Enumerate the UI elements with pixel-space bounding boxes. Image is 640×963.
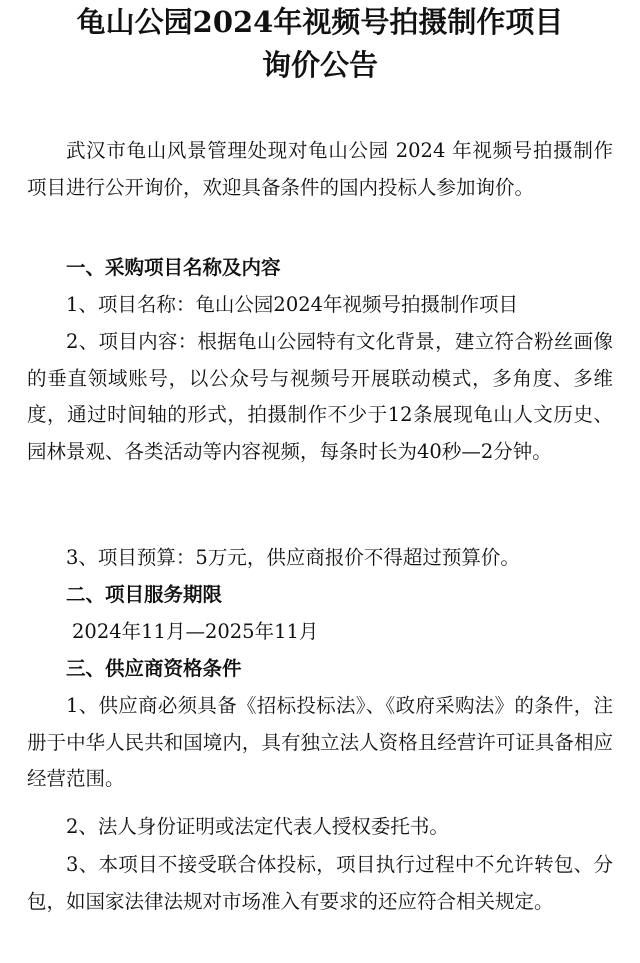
document-title: 龟山公园2024年视频号拍摄制作项目 <box>76 5 564 39</box>
section-3-item-subcontract: 3、本项目不接受联合体投标，项目执行过程中不允许转包、分包，如国家法律法规对市场准入有要求的还应符合相关规定。 <box>27 853 613 913</box>
section-1-item-budget: 3、项目预算：5万元，供应商报价不得超过预算价。 <box>66 546 520 569</box>
section-3-heading: 三、供应商资格条件 <box>66 657 242 680</box>
section-2-heading: 二、项目服务期限 <box>66 583 223 606</box>
section-1-heading: 一、采购项目名称及内容 <box>66 256 281 279</box>
section-1-item-name: 1、项目名称：龟山公园2024年视频号拍摄制作项目 <box>66 293 519 316</box>
section-3-item-authorization: 2、法人身份证明或法定代表人授权委托书。 <box>66 815 449 838</box>
intro-paragraph: 武汉市龟山风景管理处现对龟山公园 2024 年视频号拍摄制作项目进行公开询价，欢迎具备条件的国内投标人参加询价。 <box>27 139 613 199</box>
document-subtitle: 询价公告 <box>261 48 378 82</box>
section-3-item-qualification: 1、供应商必须具备《招标投标法》、《政府采购法》的条件，注册于中华人民共和国境内，具有独立法人资格且经营许可证具备相应经营范围。 <box>27 694 613 791</box>
section-1-item-content: 2、项目内容：根据龟山公园特有文化背景，建立符合粉丝画像的垂直领域账号，以公众号与视频号开展联动模式，多角度、多维度，通过时间轴的形式，拍摄制作不少于12条展现龟山人文历史、园林景观、各类活动等内容视频，每条时长为40秒—2分钟。 <box>27 330 613 463</box>
service-period: 2024年11月—2025年11月 <box>72 620 319 643</box>
